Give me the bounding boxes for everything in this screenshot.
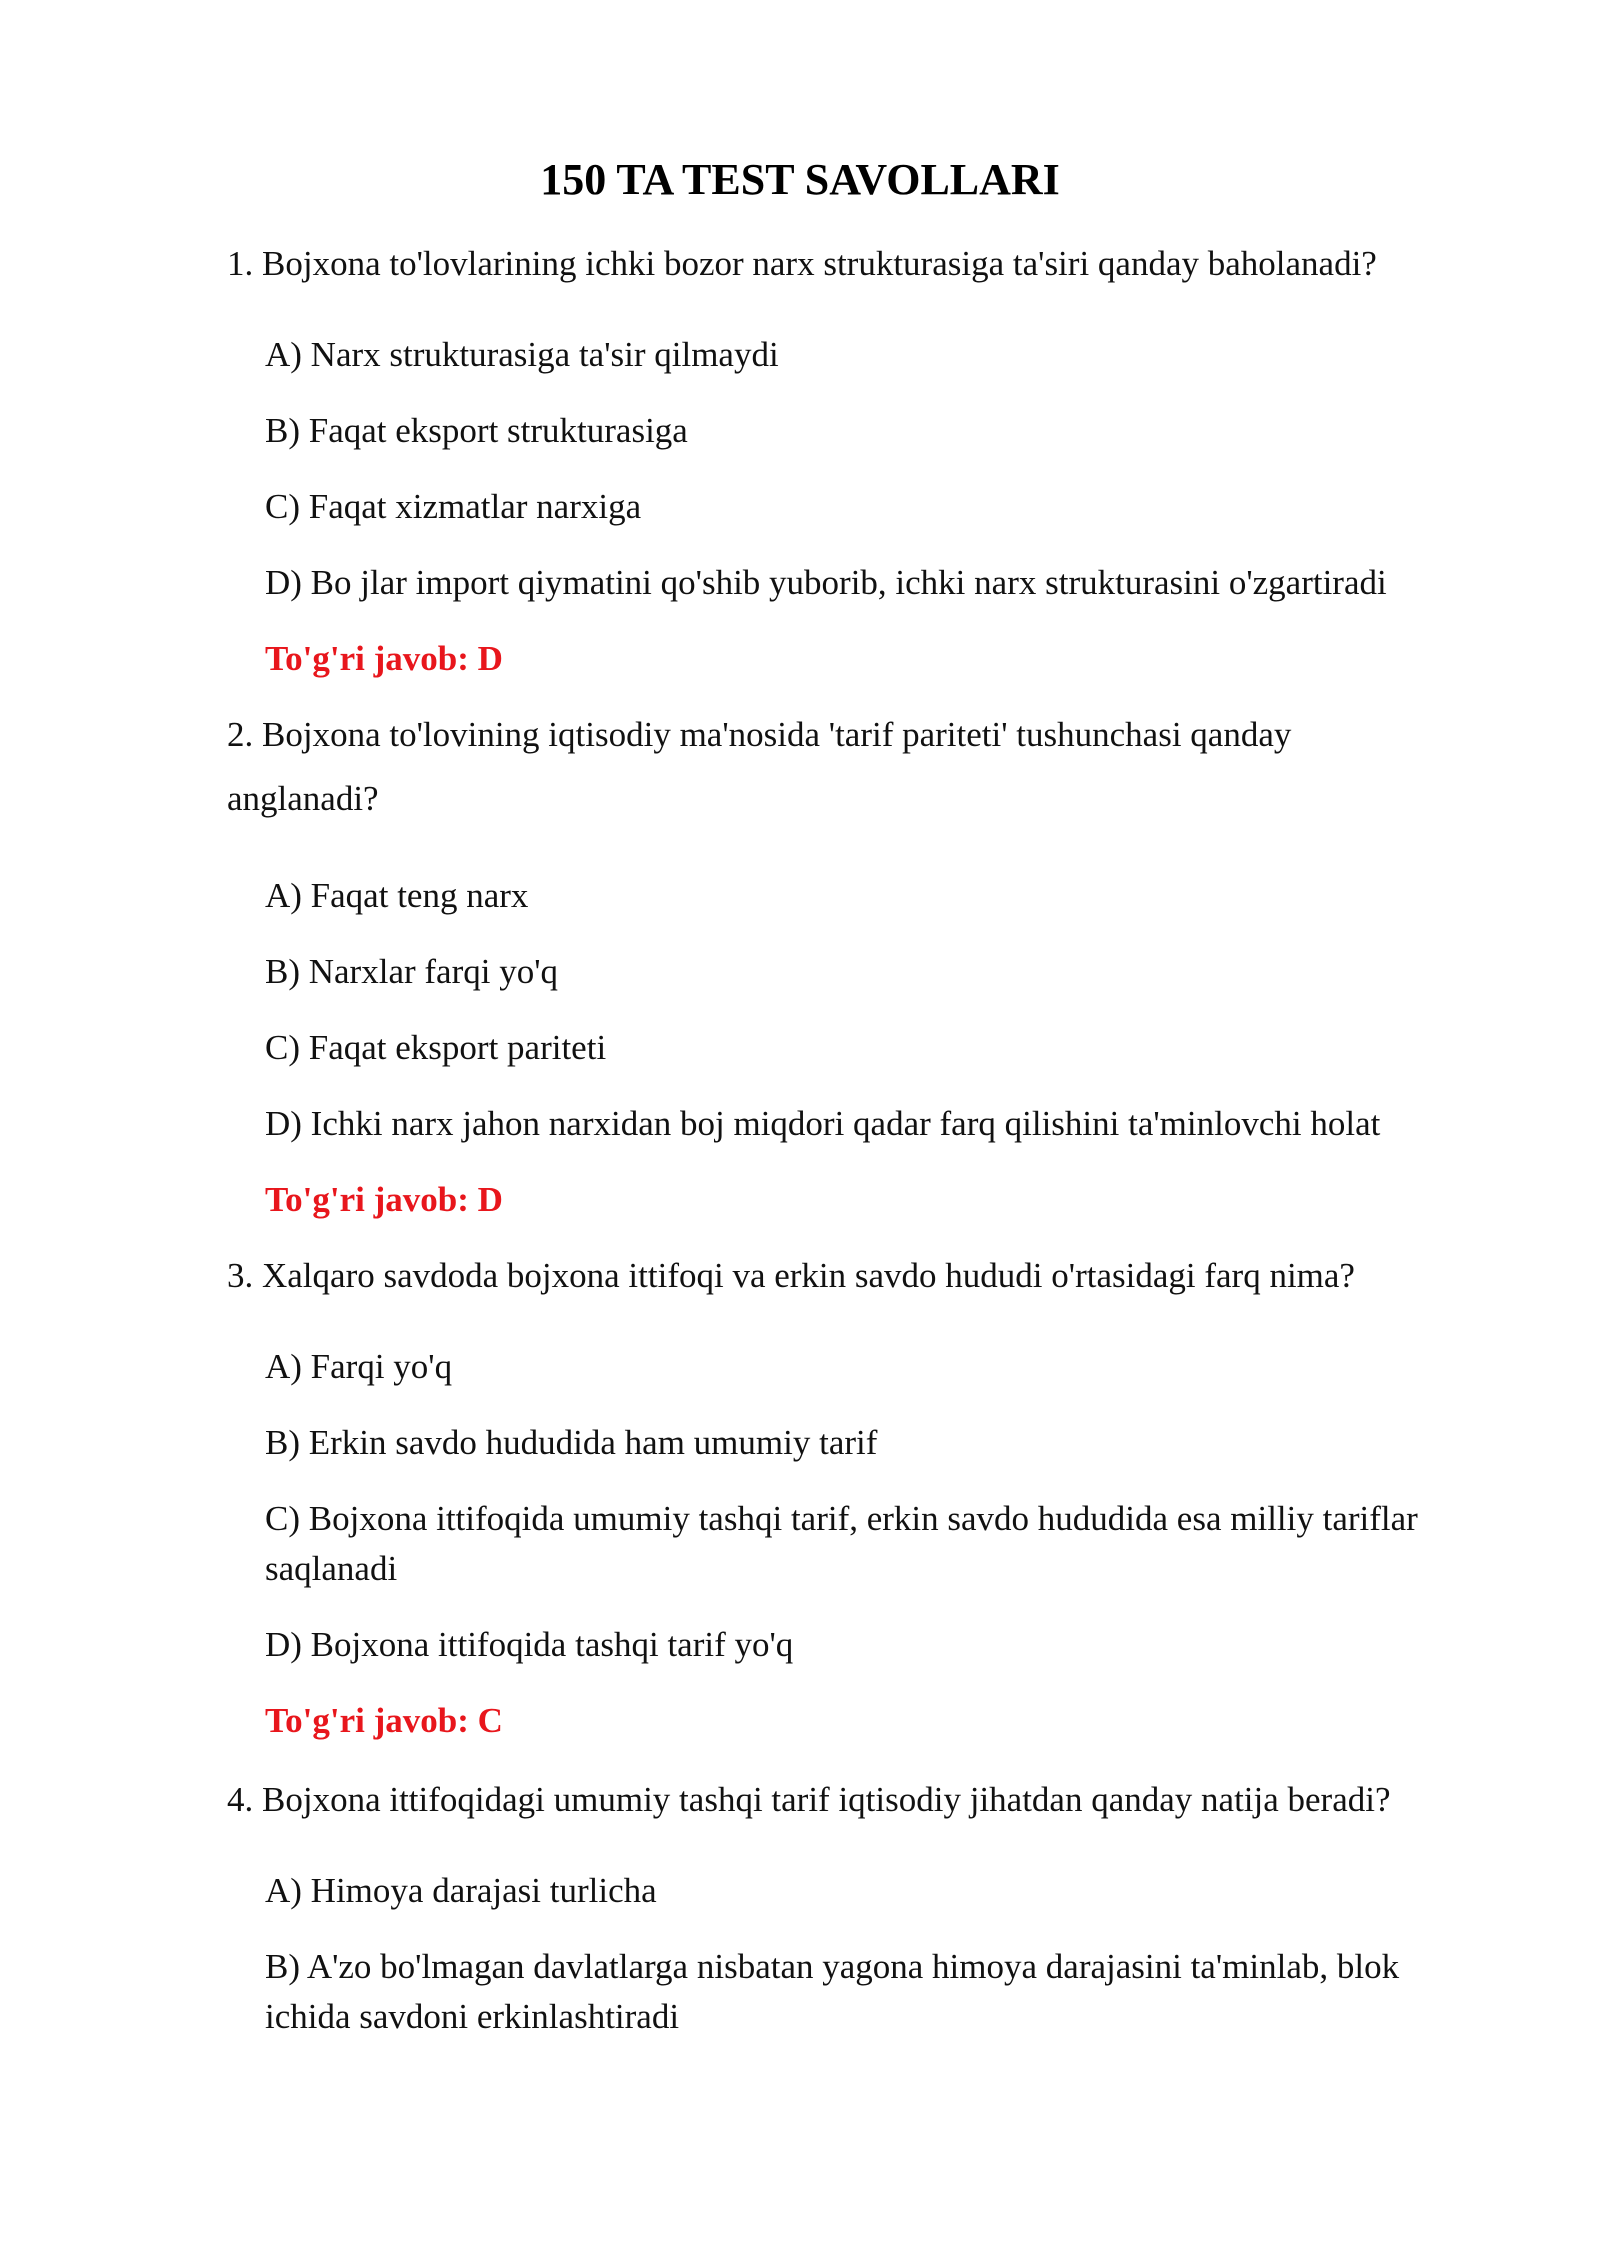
- question-3: 3. Xalqaro savdoda bojxona ittifoqi va erkin savdo hududi o'rtasidagi farq nima?: [227, 1256, 1355, 1295]
- page-title: 150 TA TEST SAVOLLARI: [540, 155, 1060, 204]
- question-2-option-b: B) Narxlar farqi yo'q: [265, 952, 559, 991]
- question-4: 4. Bojxona ittifoqidagi umumiy tashqi tarif iqtisodiy jihatdan qanday natija beradi?: [227, 1780, 1391, 1819]
- question-1-option-b: B) Faqat eksport strukturasiga: [265, 411, 688, 450]
- question-3-answer: To'g'ri javob: C: [265, 1701, 503, 1740]
- question-4-option-b: B) A'zo bo'lmagan davlatlarga nisbatan yagona himoya darajasini ta'minlab, blok ichida savdoni erkinlashtiradi: [265, 1947, 1400, 2036]
- question-3-option-a: A) Farqi yo'q: [265, 1347, 453, 1386]
- question-1-answer: To'g'ri javob: D: [265, 639, 503, 678]
- question-3-option-b: B) Erkin savdo hududida ham umumiy tarif: [265, 1423, 878, 1462]
- question-1-option-c: C) Faqat xizmatlar narxiga: [265, 487, 642, 526]
- question-1: 1. Bojxona to'lovlarining ichki bozor narx strukturasiga ta'siri qanday baholanadi?: [227, 244, 1377, 283]
- question-3-option-c: C) Bojxona ittifoqida umumiy tashqi tarif, erkin savdo hududida esa milliy tariflar saqlanadi: [265, 1499, 1418, 1588]
- question-2-option-d: D) Ichki narx jahon narxidan boj miqdori qadar farq qilishini ta'minlovchi holat: [265, 1104, 1381, 1143]
- question-1-option-d: D) Bo jlar import qiymatini qo'shib yuborib, ichki narx strukturasini o'zgartiradi: [265, 563, 1387, 602]
- question-2: 2. Bojxona to'lovining iqtisodiy ma'nosida 'tarif pariteti' tushunchasi qanday anglanadi?: [227, 715, 1292, 818]
- question-2-option-c: C) Faqat eksport pariteti: [265, 1028, 607, 1067]
- question-3-option-d: D) Bojxona ittifoqida tashqi tarif yo'q: [265, 1625, 794, 1664]
- question-4-option-a: A) Himoya darajasi turlicha: [265, 1871, 657, 1910]
- question-2-answer: To'g'ri javob: D: [265, 1180, 503, 1219]
- question-1-option-a: A) Narx strukturasiga ta'sir qilmaydi: [265, 335, 779, 374]
- question-2-option-a: A) Faqat teng narx: [265, 876, 529, 915]
